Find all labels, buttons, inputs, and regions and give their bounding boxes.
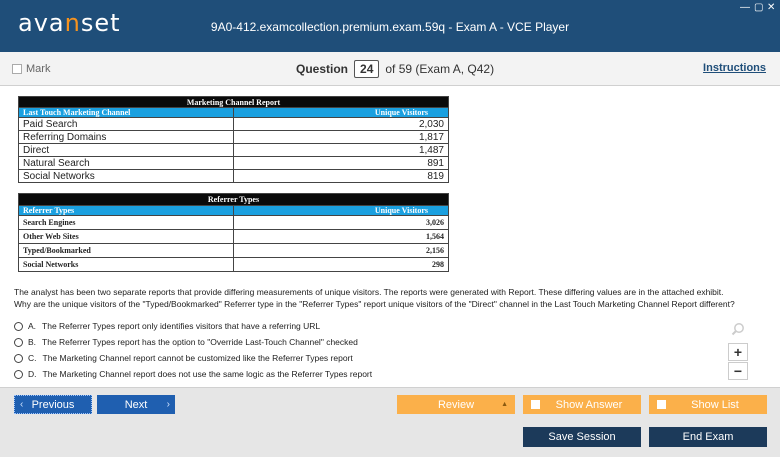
caret-up-icon: ▲: [501, 401, 508, 408]
logo-text-accent: n: [64, 9, 81, 37]
option-b[interactable]: [14, 334, 372, 350]
review-label: Review: [437, 398, 475, 411]
previous-label: Previous: [31, 398, 75, 411]
table-row: [19, 170, 449, 183]
close-icon[interactable]: ✕: [767, 2, 776, 13]
channel-name: Referring Domains: [19, 131, 234, 144]
logo-text-end: set: [80, 9, 121, 37]
question-text: [14, 286, 766, 310]
instructions-link[interactable]: Instructions: [703, 62, 766, 74]
table-row: [19, 244, 449, 258]
question-line: The analyst has been two separate reports that provide differing measurements of unique visitors. The reports were generated with Report. These differing values are in the attached exhibit.: [14, 287, 724, 297]
window-title: 9A0-412.examcollection.premium.exam.59q - Exam A - VCE Player: [210, 20, 570, 34]
marketing-channel-report: [18, 96, 449, 183]
option-letter: C.: [28, 353, 37, 363]
question-suffix: of 59 (Exam A, Q42): [385, 62, 495, 76]
mark-label: Mark: [26, 63, 51, 75]
referrer-types-report: [18, 193, 449, 272]
visitor-count: 2,030: [234, 118, 449, 131]
magnifier-icon[interactable]: [731, 322, 745, 336]
logo-text-main: ava: [18, 9, 65, 37]
next-button[interactable]: [97, 395, 175, 414]
option-letter: B.: [28, 337, 37, 347]
minimize-icon[interactable]: —: [740, 2, 750, 13]
channel-name: Natural Search: [19, 157, 234, 170]
visitor-count: 819: [234, 170, 449, 183]
radio-icon[interactable]: [14, 354, 23, 363]
show-list-label: Show List: [691, 398, 739, 411]
mark-checkbox[interactable]: [12, 63, 50, 75]
footer-bar: [0, 387, 780, 457]
channel-name: Direct: [19, 144, 234, 157]
restore-icon[interactable]: ▢: [754, 2, 764, 13]
previous-button[interactable]: [14, 395, 92, 414]
save-session-button[interactable]: Save Session: [523, 427, 641, 447]
option-letter: D.: [28, 369, 37, 379]
show-list-button[interactable]: [649, 395, 767, 414]
question-line: Why are the unique visitors of the "Typed/Bookmarked" Referrer type in the "Referrer Types" report unique visitors of the "Direct" channel in the Last Touch Marketing Channel Report different?: [14, 299, 735, 309]
table-row: [19, 131, 449, 144]
question-label: Question: [296, 62, 349, 76]
referrer-name: Search Engines: [19, 216, 234, 230]
chevron-right-icon: ›: [166, 399, 170, 410]
checkbox-icon[interactable]: [657, 400, 666, 409]
referrer-name: Typed/Bookmarked: [19, 244, 234, 258]
question-header: [0, 52, 780, 86]
zoom-out-button[interactable]: −: [728, 362, 748, 380]
table-row: [19, 230, 449, 244]
visitor-count: 891: [234, 157, 449, 170]
review-button[interactable]: [397, 395, 515, 414]
checkbox-icon[interactable]: [531, 400, 540, 409]
option-text: The Referrer Types report only identifies visitors that have a referring URL: [42, 321, 321, 331]
table-row: [19, 144, 449, 157]
table-row: [19, 118, 449, 131]
report-title: Referrer Types: [19, 194, 449, 206]
option-letter: A.: [28, 321, 37, 331]
option-d[interactable]: [14, 366, 372, 382]
show-answer-label: Show Answer: [555, 398, 623, 411]
visitor-count: 298: [234, 258, 449, 272]
radio-icon[interactable]: [14, 322, 23, 331]
visitor-count: 1,487: [234, 144, 449, 157]
show-answer-button[interactable]: [523, 395, 641, 414]
table-row: [19, 258, 449, 272]
column-header: Referrer Types: [19, 206, 234, 216]
question-number-input[interactable]: 24: [354, 60, 379, 78]
zoom-in-button[interactable]: +: [728, 343, 748, 361]
visitor-count: 3,026: [234, 216, 449, 230]
next-label: Next: [124, 398, 148, 411]
title-bar: [0, 0, 780, 52]
option-text: The Referrer Types report has the option to "Override Last-Touch Channel" checked: [42, 337, 358, 347]
table-row: [19, 216, 449, 230]
checkbox-icon[interactable]: [12, 64, 22, 74]
channel-name: Social Networks: [19, 170, 234, 183]
visitor-count: 1,564: [234, 230, 449, 244]
referrer-name: Social Networks: [19, 258, 234, 272]
answer-options: [14, 318, 372, 382]
column-header: Unique Visitors: [234, 206, 449, 216]
end-exam-button[interactable]: End Exam: [649, 427, 767, 447]
radio-icon[interactable]: [14, 370, 23, 379]
chevron-left-icon: ‹: [20, 399, 24, 410]
question-counter: [296, 60, 494, 78]
channel-name: Paid Search: [19, 118, 234, 131]
visitor-count: 2,156: [234, 244, 449, 258]
visitor-count: 1,817: [234, 131, 449, 144]
option-text: The Marketing Channel report does not use the same logic as the Referrer Types report: [42, 369, 373, 379]
option-c[interactable]: [14, 350, 372, 366]
report-title: Marketing Channel Report: [19, 97, 449, 108]
referrer-name: Other Web Sites: [19, 230, 234, 244]
option-text: The Marketing Channel report cannot be customized like the Referrer Types report: [42, 353, 353, 363]
table-row: [19, 157, 449, 170]
option-a[interactable]: [14, 318, 372, 334]
radio-icon[interactable]: [14, 338, 23, 347]
column-header: Last Touch Marketing Channel: [19, 108, 234, 118]
column-header: Unique Visitors: [234, 108, 449, 118]
